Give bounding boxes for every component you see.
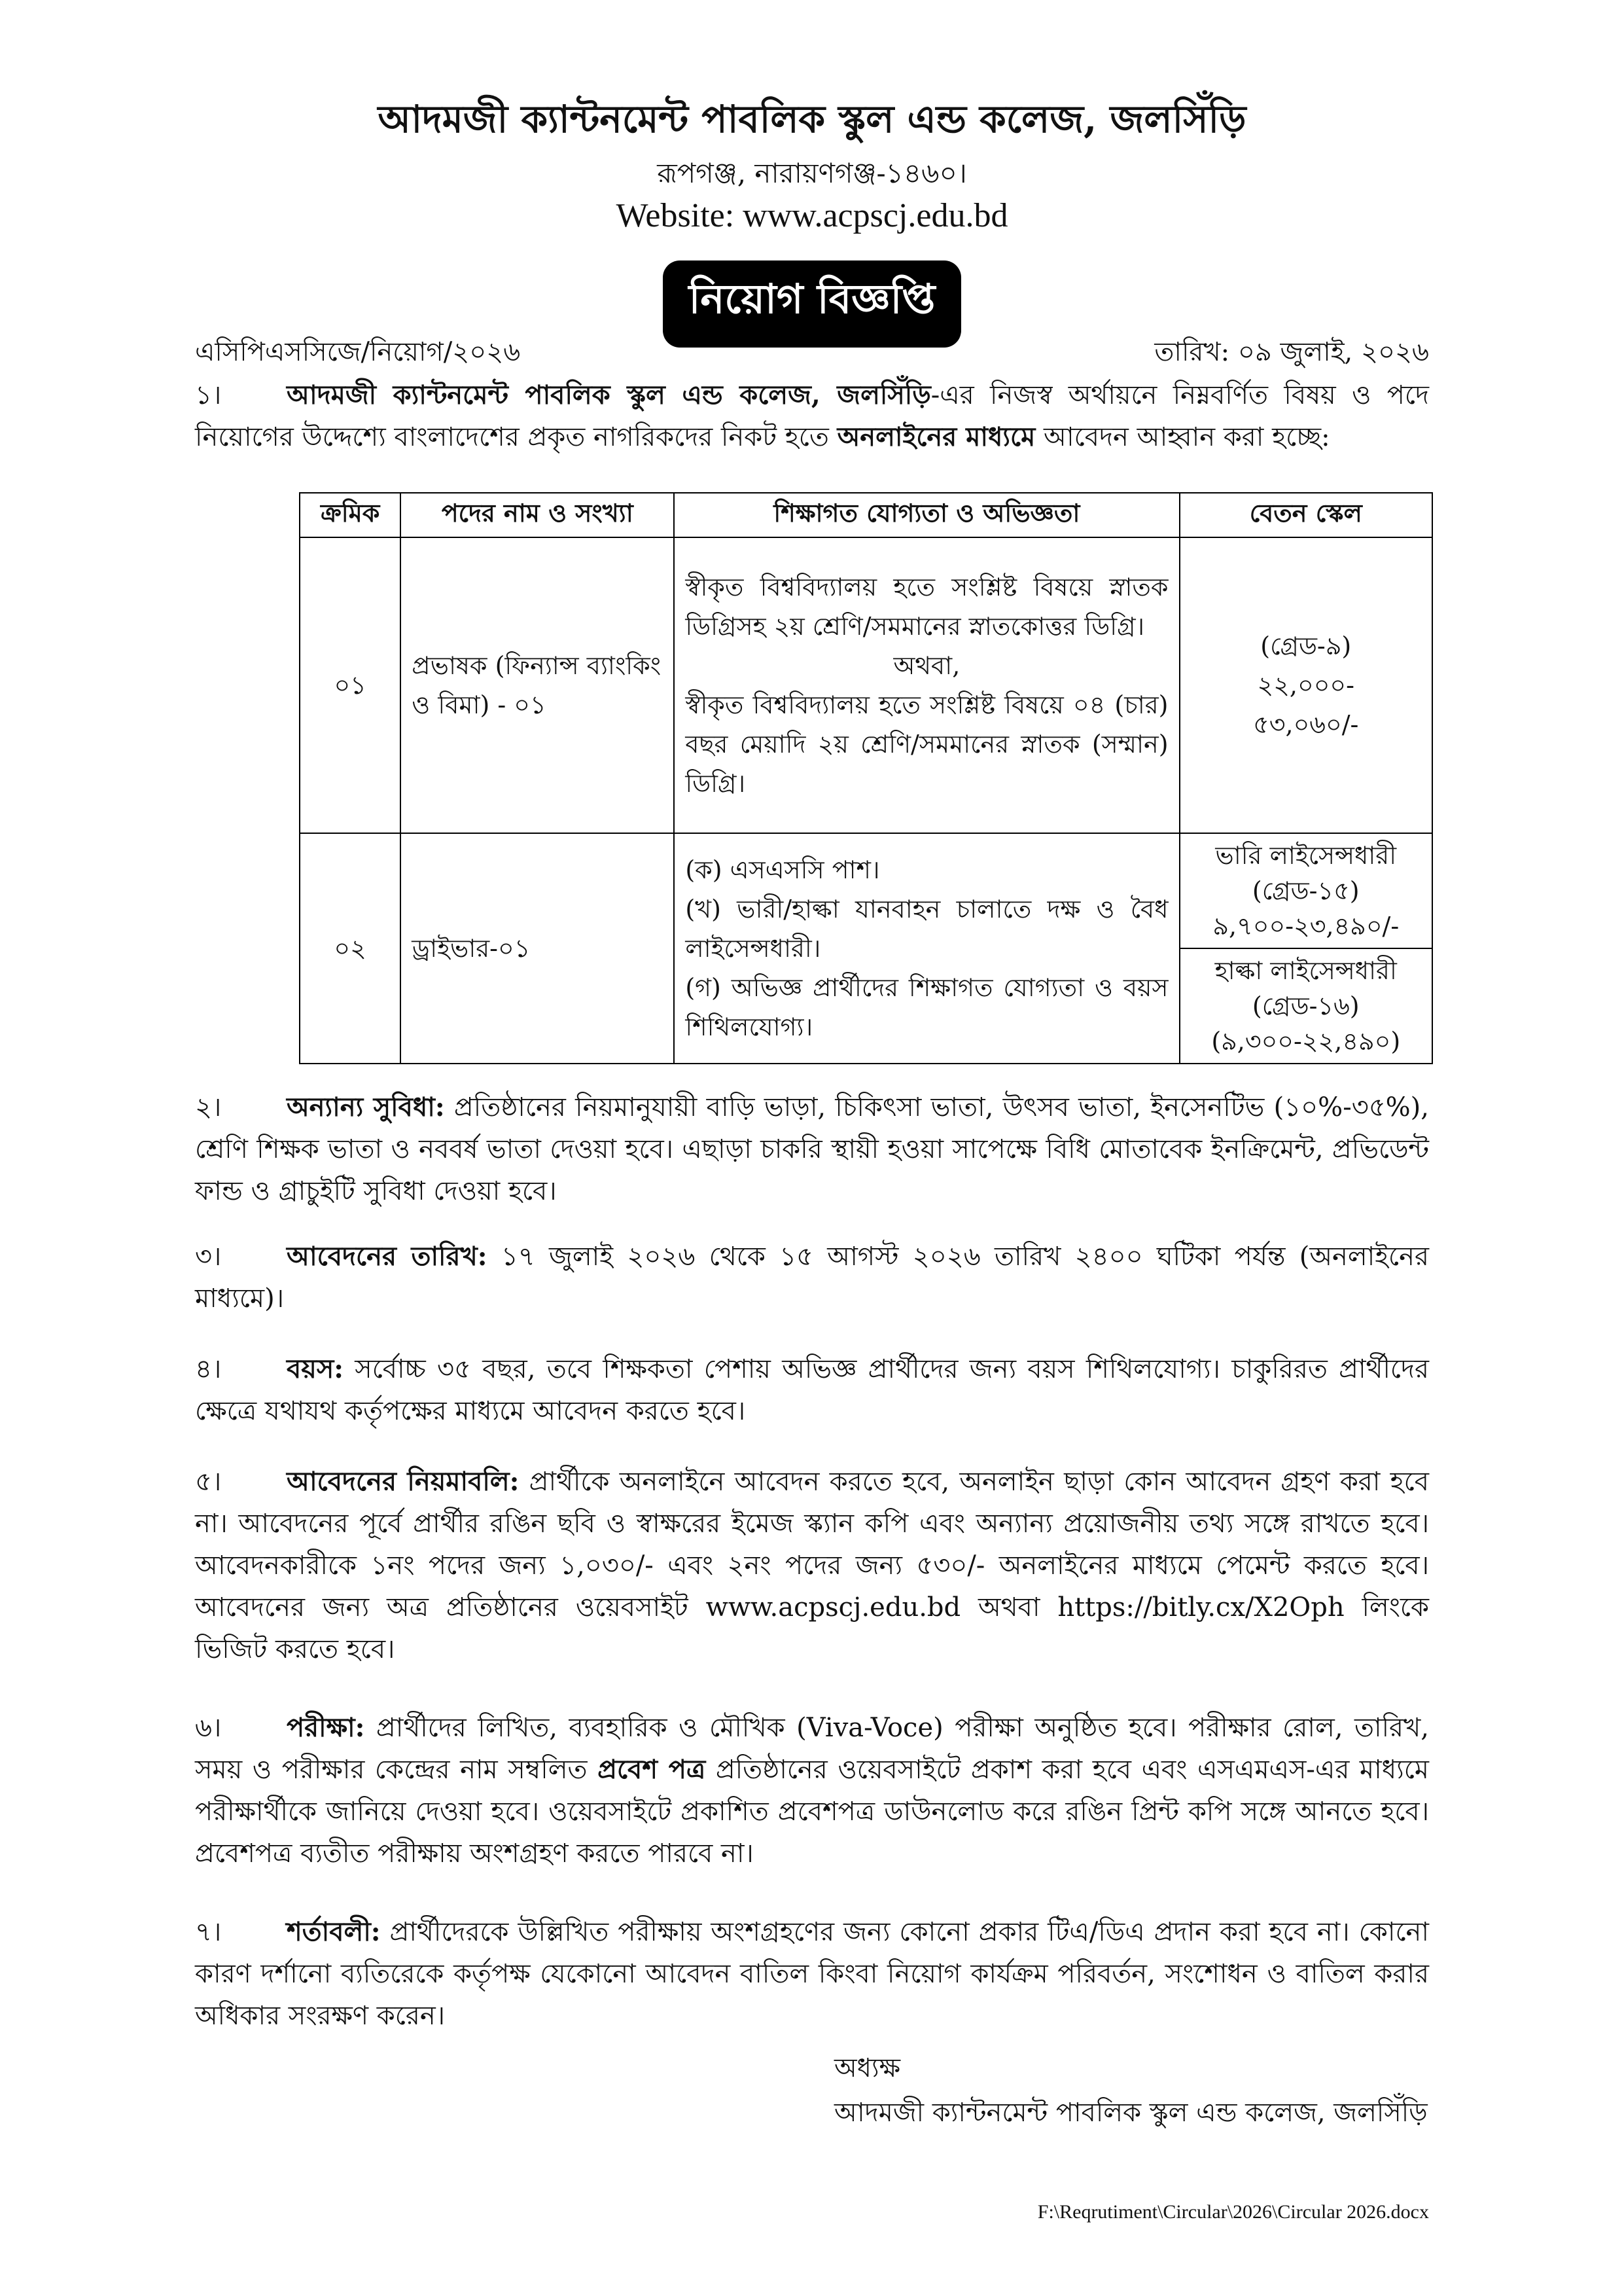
pay-scale: ৯,৭০০-২৩,৪৯০/- (1212, 912, 1400, 941)
pay-label: হাল্কা লাইসেন্সধারী (1214, 956, 1397, 985)
posts-table (299, 492, 1433, 1064)
memo-ref: এসিপিএসসিজে/নিয়োগ/২০২৬ (195, 337, 521, 367)
paragraph-number: ৬। (195, 1713, 222, 1743)
header-pay-scale: বেতন স্কেল (1180, 493, 1432, 537)
paragraph-text: প্রতিষ্ঠানের ওয়েবসাইটে প্রকাশ করা হবে এবং এসএমএস-এর মাধ্যমে পরীক্ষার্থীকে জানিয়ে দেওয়া হবে। ওয়েবসাইটে প্রকাশিত প্রবেশপত্র ডাউনলোড করে রঙিন প্রিন্ট কপি সঙ্গে আনতে হবে। প্রবেশপত্র ব্যতীত পরীক্ষায় অংশগ্রহণ করতে পারবে না। (195, 1755, 1430, 1869)
paragraph-heading: বয়স: (287, 1354, 344, 1384)
paragraph-text: প্রার্থীদেরকে উল্লিখিত পরীক্ষায় অংশগ্রহণের জন্য কোনো প্রকার টিএ/ডিএ প্রদান করা হবে না। কোনো কারণ দর্শানো ব্যতিরেকে কর্তৃপক্ষ যেকোনো আবেদন বাতিল কিংবা নিয়োগ কার্যক্রম পরিবর্তন, সংশোধন ও বাতিল করার অধিকার সংরক্ষণ করেন। (195, 1917, 1429, 2031)
pay-scale-start: ২২,০০০- (1257, 671, 1354, 700)
table-row (300, 537, 1432, 833)
paragraph-1 (195, 374, 1429, 458)
paragraph-number: ৩। (195, 1242, 222, 1272)
table-row (300, 833, 1432, 1064)
table-header-row (300, 493, 1432, 537)
org-name-inline: আদমজী ক্যান্টনমেন্ট পাবলিক স্কুল এন্ড কলেজ, জলসিঁড়ি (287, 380, 931, 410)
paragraph-text: প্রার্থীকে অনলাইনে আবেদন করতে হবে, অনলাইন ছাড়া কোন আবেদন গ্রহণ করা হবে না। আবেদনের পূর্বে প্রার্থীর রঙিন ছবি ও স্বাক্ষরের ইমেজ স্ক্যান কপি এবং অন্যান্য প্রয়োজনীয় তথ্য সঙ্গে রাখতে হবে। আবেদনকারীকে ১নং পদের জন্য ১,০৩০/- এবং ২নং পদের জন্য ৫৩০/- অনলাইনের মাধ্যমে পেমেন্ট করতে হবে। আবেদনের জন্য অত্র প্রতিষ্ঠানের ওয়েবসাইট www.acpscj.edu.bd অথবা https://bitly.cx/X2Oph লিংকে ভিজিট করতে হবে। (195, 1467, 1429, 1664)
admit-card-emphasis: প্রবেশ পত্র (597, 1754, 706, 1785)
paragraph-5 (195, 1461, 1429, 1670)
paragraph-3 (195, 1236, 1429, 1319)
notice-title: নিয়োগ বিজ্ঞপ্তি (663, 260, 962, 348)
paragraph-number: ৫। (195, 1467, 222, 1497)
pay-scale: (৯,৩০০-২২,৪৯০) (1211, 1027, 1401, 1056)
paragraph-heading: শর্তাবলী: (287, 1916, 381, 1947)
row-post: প্রভাষক (ফিন্যান্স ব্যাংকিং ও বিমা) - ০১ (400, 537, 674, 833)
paragraph-text: প্রার্থীদের লিখিত, ব্যবহারিক ও মৌখিক (Viva-Voce) পরীক্ষা অনুষ্ঠিত হবে। পরীক্ষার রোল, তারিখ, সময় ও পরীক্ষার কেন্দ্রের নাম সম্বলিত (195, 1713, 1429, 1785)
paragraph-number: ৭। (195, 1917, 222, 1947)
paragraph-heading: আবেদনের নিয়মাবলি: (287, 1466, 520, 1497)
paragraph-text: ১৭ জুলাই ২০২৬ থেকে ১৫ আগস্ট ২০২৬ তারিখ ২৪০০ ঘটিকা পর্যন্ত (অনলাইনের মাধ্যমে)। (195, 1242, 1430, 1314)
qualification-line: (খ) ভারী/হাল্কা যানবাহন চালাতে দক্ষ ও বৈধ লাইসেন্সধারী। (685, 895, 1169, 963)
row-serial: ০১ (300, 537, 400, 833)
paragraph-number: ১। (195, 380, 222, 410)
paragraph-text: -এর নিজস্ব অর্থায়নে নিম্নবর্ণিত বিষয় ও পদে নিয়োগের উদ্দেশ্যে বাংলাদেশের প্রকৃত নাগরিকদের নিকট হতে (195, 380, 1429, 452)
row-qualification (674, 833, 1179, 1064)
signature-title: অধ্যক্ষ (834, 2053, 901, 2083)
header-serial: ক্রমিক (300, 493, 400, 537)
paragraph-heading: পরীক্ষা: (287, 1712, 365, 1743)
pay-grade: (গ্রেড-৯) (1260, 632, 1352, 660)
header-qualification: শিক্ষাগত যোগ্যতা ও অভিজ্ঞতা (674, 493, 1179, 537)
paragraph-6 (195, 1707, 1429, 1874)
org-website: Website: www.acpscj.edu.bd (616, 197, 1008, 234)
paragraph-2 (195, 1086, 1429, 1212)
org-name: আদমজী ক্যান্টনমেন্ট পাবলিক স্কুল এন্ড কলেজ, জলসিঁড়ি (378, 97, 1246, 141)
paragraph-heading: অন্যান্য সুবিধা: (287, 1092, 445, 1122)
qualification-line: (ক) এসএসসি পাশ। (685, 855, 880, 884)
qualification-line: স্বীকৃত বিশ্ববিদ্যালয় হতে সংশ্লিষ্ট বিষয়ে স্নাতক ডিগ্রিসহ ২য় শ্রেণি/সমমানের স্নাতকোত্তর ডিগ্রি। (685, 573, 1169, 641)
paragraph-number: ৪। (195, 1354, 222, 1384)
memo-date: তারিখ: ০৯ জুলাই, ২০২৬ (1154, 337, 1429, 367)
paragraph-number: ২। (195, 1092, 222, 1122)
pay-scale-end: ৫৩,০৬০/- (1253, 710, 1359, 739)
row-pay-scale (1180, 537, 1432, 833)
pay-light-license (1180, 949, 1432, 1059)
qualification-or: অথবা, (893, 651, 961, 680)
paragraph-7 (195, 1911, 1429, 2037)
paragraph-4 (195, 1348, 1429, 1432)
qualification-line: স্বীকৃত বিশ্ববিদ্যালয় হতে সংশ্লিষ্ট বিষয়ে ০৪ (চার) বছর মেয়াদি ২য় শ্রেণি/সমমানের স্নাতক (সম্মান) ডিগ্রি। (685, 691, 1169, 798)
qualification-line: (গ) অভিজ্ঞ প্রার্থীদের শিক্ষাগত যোগ্যতা ও বয়স শিথিলযোগ্য। (685, 973, 1169, 1041)
signature-org: আদমজী ক্যান্টনমেন্ট পাবলিক স্কুল এন্ড কলেজ, জলসিঁড়ি (834, 2098, 1428, 2128)
paragraph-text: আবেদন আহ্বান করা হচ্ছে: (1035, 422, 1330, 452)
row-qualification (674, 537, 1179, 833)
file-path-footer: F:\Reqrutiment\Circular\2026\Circular 2026.docx (1037, 2201, 1429, 2223)
org-address: রূপগঞ্জ, নারায়ণগঞ্জ-১৪৬০। (657, 157, 967, 189)
online-emphasis: অনলাইনের মাধ্যমে (837, 422, 1036, 452)
pay-label: ভারি লাইসেন্সধারী (1215, 841, 1397, 870)
row-post: ড্রাইভার-০১ (400, 833, 674, 1064)
paragraph-text: সর্বোচ্চ ৩৫ বছর, তবে শিক্ষকতা পেশায় অভিজ্ঞ প্রার্থীদের জন্য বয়স শিথিলযোগ্য। চাকুরিরত প্রার্থীদের ক্ষেত্রে যথাযথ কর্তৃপক্ষের মাধ্যমে আবেদন করতে হবে। (195, 1354, 1429, 1426)
paragraph-heading: আবেদনের তারিখ: (287, 1241, 487, 1272)
row-serial: ০২ (300, 833, 400, 1064)
pay-grade: (গ্রেড-১৫) (1252, 876, 1360, 905)
header-post: পদের নাম ও সংখ্যা (400, 493, 674, 537)
row-pay-scale (1180, 833, 1432, 1064)
pay-grade: (গ্রেড-১৬) (1252, 992, 1360, 1020)
pay-heavy-license (1180, 838, 1432, 949)
paragraph-text: প্রতিষ্ঠানের নিয়মানুযায়ী বাড়ি ভাড়া, চিকিৎসা ভাতা, উৎসব ভাতা, ইনসেনটিভ (১০%-৩৫%), শ্রেণি শিক্ষক ভাতা ও নববর্ষ ভাতা দেওয়া হবে। এছাড়া চাকরি স্থায়ী হওয়া সাপেক্ষে বিধি মোতাবেক ইনক্রিমেন্ট, প্রভিডেন্ট ফান্ড ও গ্রাচুইটি সুবিধা দেওয়া হবে। (195, 1092, 1429, 1206)
